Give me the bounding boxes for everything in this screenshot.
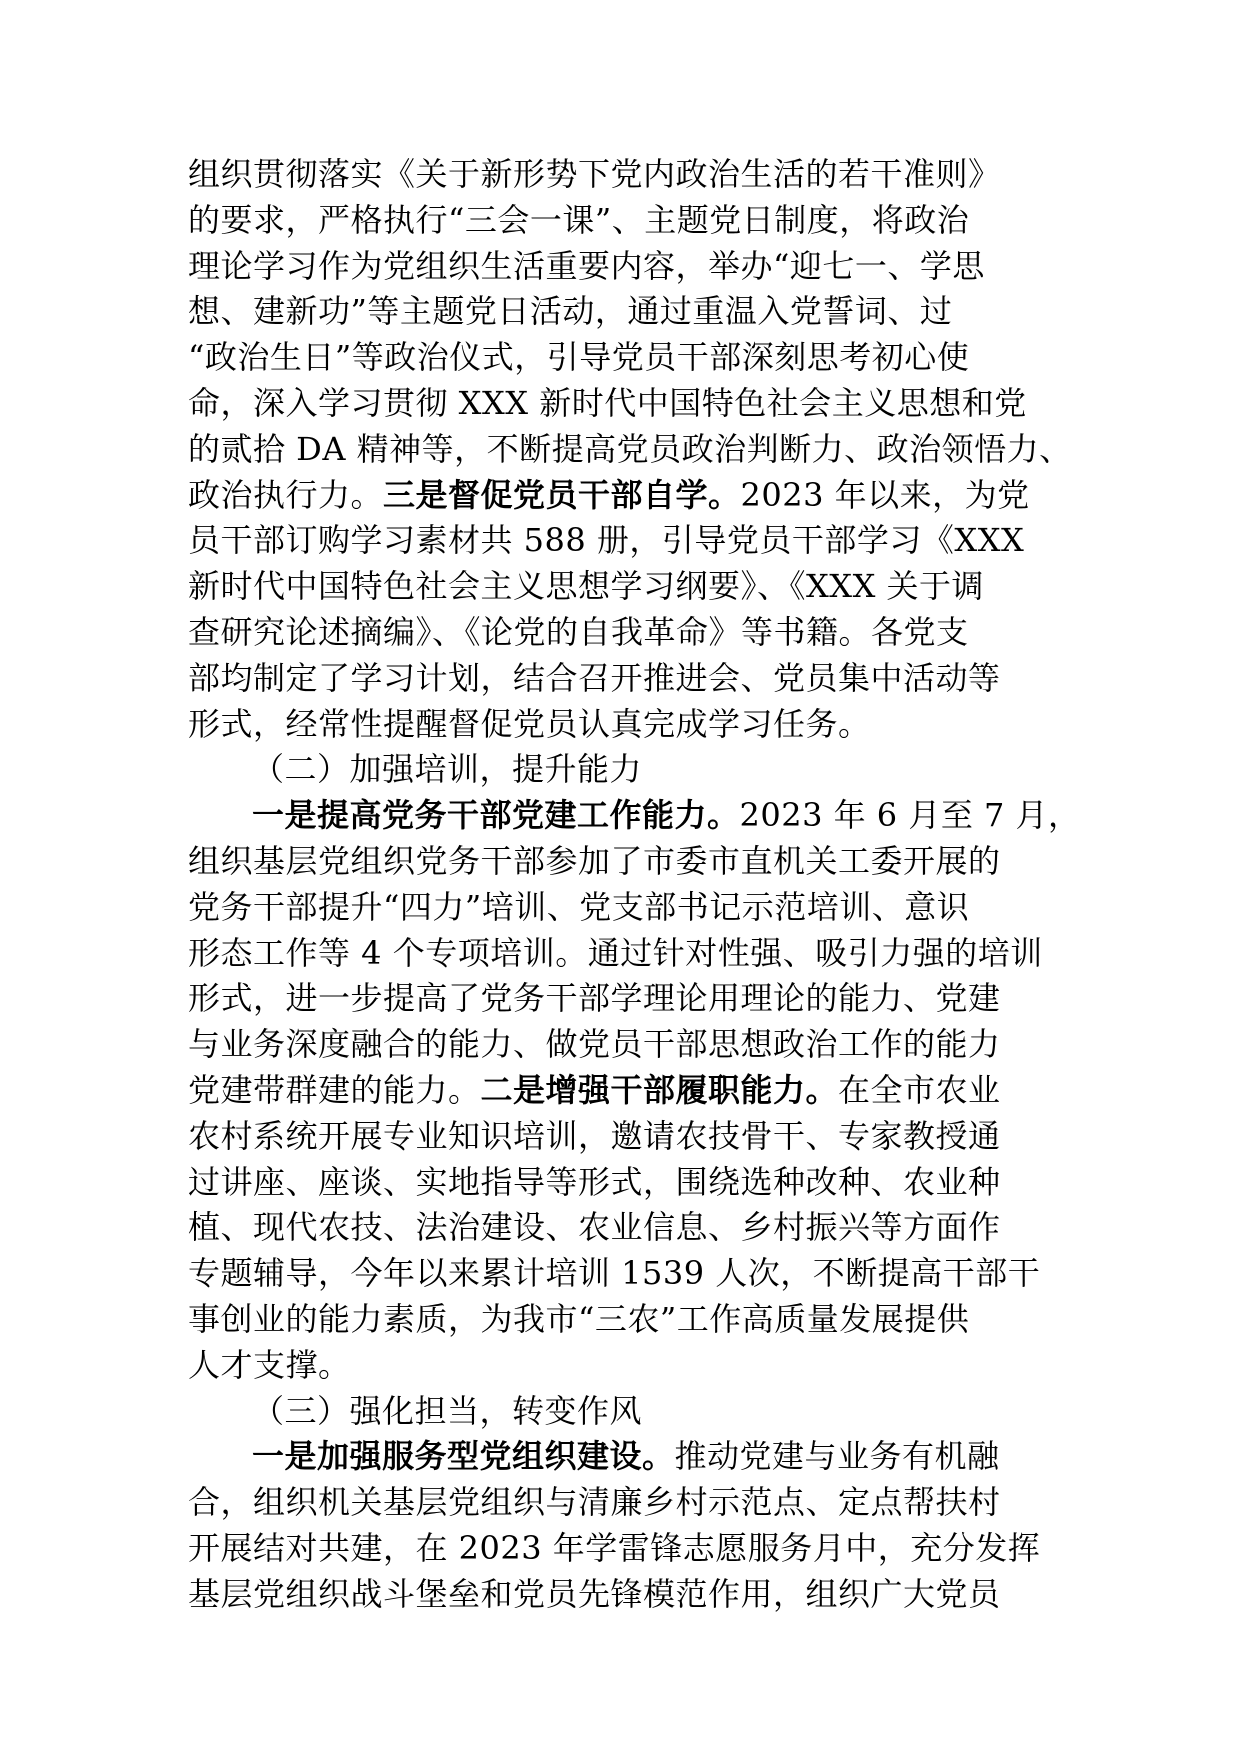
paragraph-line (188, 1572, 1078, 1618)
paragraph-line (188, 152, 1078, 198)
text-run: 推动党建与业务有机融 (674, 1437, 1000, 1476)
text-run: 政治执行力。 (188, 475, 384, 514)
text-run: 合，组织机关基层党组织与清廉乡村示范点、定点帮扶村 (188, 1483, 1001, 1522)
text-run: 与业务深度融合的能力、做党员干部思想政治工作的能力 (188, 1025, 1001, 1064)
section-heading-2 (188, 747, 1078, 793)
paragraph-line (188, 656, 1078, 702)
paragraph-line (188, 1160, 1078, 1206)
bold-lead-phrase: 三是督促党员干部自学。 (383, 475, 741, 514)
text-run: “政治生日”等政治仪式，引导党员干部深刻思考初心使 (188, 338, 970, 377)
heading-text: （二）加强培训，提升能力 (252, 750, 643, 789)
paragraph-line (188, 610, 1078, 656)
bold-lead-phrase: 一是提高党务干部党建工作能力。 (252, 796, 740, 835)
text-run: 过讲座、座谈、实地指导等形式，围绕选种改种、农业种 (188, 1162, 1001, 1201)
paragraph-line (188, 839, 1078, 885)
text-run: 员干部订购学习素材共 588 册，引导党员干部学习《XXX (188, 521, 1025, 560)
text-run: 的要求，严格执行“三会一课”、主题党日制度，将政治 (188, 200, 970, 239)
paragraph-line (188, 1434, 1078, 1480)
text-run: 基层党组织战斗堡垒和党员先锋模范作用，组织广大党员 (188, 1574, 1001, 1613)
section-heading-3 (188, 1389, 1078, 1435)
text-run: 专题辅导，今年以来累计培训 1539 人次，不断提高干部干 (188, 1254, 1041, 1293)
text-run: 新时代中国特色社会主义思想学习纲要》、《XXX 关于调 (188, 567, 985, 606)
paragraph-line (188, 518, 1078, 564)
paragraph-line (188, 1114, 1078, 1160)
text-run: 在全市农业 (838, 1070, 1001, 1109)
paragraph-line (188, 793, 1081, 839)
text-run: 查研究论述摘编》、《论党的自我革命》等书籍。各党支 (188, 612, 969, 651)
paragraph-line (188, 976, 1078, 1022)
text-run: 的贰拾 DA 精神等，不断提高党员政治判断力、政治领悟力、 (188, 429, 1072, 468)
text-run: 形式，进一步提高了党务干部学理论用理论的能力、党建 (188, 979, 1001, 1018)
paragraph-line (188, 289, 1078, 335)
text-run: 理论学习作为党组织生活重要内容，举办“迎七一、学思 (188, 246, 985, 285)
paragraph-line (188, 1068, 1078, 1114)
text-run: 想、建新功”等主题党日活动，通过重温入党誓词、过 (188, 292, 953, 331)
heading-text: （三）强化担当，转变作风 (252, 1391, 643, 1430)
text-run: 2023 年以来，为党 (740, 475, 1030, 514)
paragraph-line (188, 198, 1078, 244)
text-run: 形式，经常性提醒督促党员认真完成学习任务。 (188, 704, 871, 743)
paragraph-line (188, 1205, 1078, 1251)
paragraph-line (188, 1297, 1078, 1343)
text-run: 植、现代农技、法治建设、农业信息、乡村振兴等方面作 (188, 1208, 1001, 1247)
paragraph-line (188, 931, 1078, 977)
paragraph-line (188, 1480, 1078, 1526)
text-run: 组织基层党组织党务干部参加了市委市直机关工委开展的 (188, 841, 1001, 880)
paragraph-line (188, 702, 1078, 748)
text-run: 命，深入学习贯彻 XXX 新时代中国特色社会主义思想和党 (188, 383, 1027, 422)
bold-lead-phrase: 一是加强服务型党组织建设。 (252, 1437, 675, 1476)
text-run: 2023 年 6 月至 7 月， (739, 796, 1081, 835)
text-run: 形态工作等 4 个专项培训。通过针对性强、吸引力强的培训 (188, 933, 1043, 972)
text-run: 党建带群建的能力。 (188, 1070, 481, 1109)
text-run: 农村系统开展专业知识培训，邀请农技骨干、专家教授通 (188, 1116, 1001, 1155)
paragraph-line (188, 564, 1078, 610)
text-run: 党务干部提升“四力”培训、党支部书记示范培训、意识 (188, 887, 970, 926)
document-body (188, 152, 1081, 1618)
paragraph-line (188, 244, 1078, 290)
paragraph-line (188, 427, 1078, 473)
text-run: 部均制定了学习计划，结合召开推进会、党员集中活动等 (188, 658, 1001, 697)
paragraph-line (188, 473, 1078, 519)
paragraph-line (188, 1343, 1078, 1389)
bold-lead-phrase: 二是增强干部履职能力。 (480, 1070, 839, 1109)
text-run: 事创业的能力素质，为我市“三农”工作高质量发展提供 (188, 1299, 970, 1338)
paragraph-line (188, 1022, 1078, 1068)
paragraph-line (188, 335, 1078, 381)
paragraph-line (188, 381, 1078, 427)
paragraph-line (188, 1251, 1078, 1297)
paragraph-line (188, 1526, 1078, 1572)
text-run: 开展结对共建，在 2023 年学雷锋志愿服务月中，充分发挥 (188, 1528, 1041, 1567)
text-run: 人才支撑。 (188, 1345, 351, 1384)
paragraph-line (188, 885, 1078, 931)
text-run: 组织贯彻落实《关于新形势下党内政治生活的若干准则》 (188, 155, 1001, 193)
